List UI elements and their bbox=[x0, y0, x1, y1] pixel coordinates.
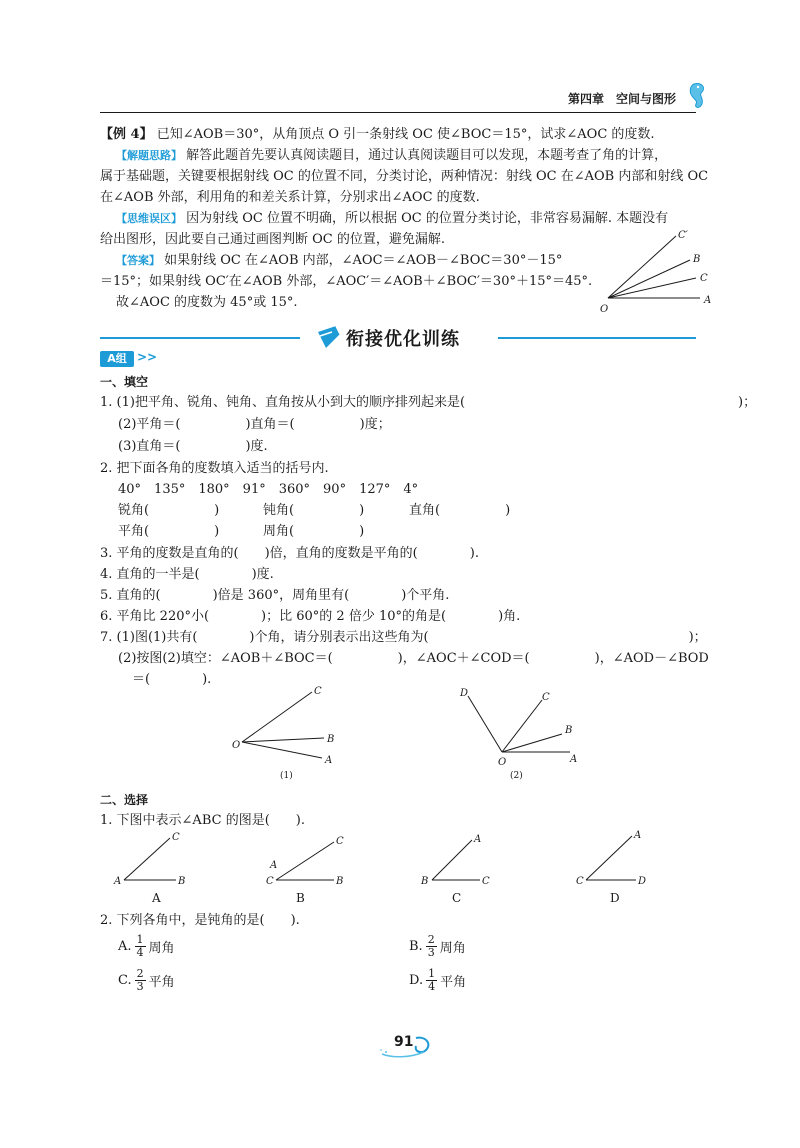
example-question-text: 已知∠AOB＝30°，从角顶点 O 引一条射线 OC 使∠BOC＝15°，试求∠AOC 的度数. bbox=[156, 127, 655, 142]
fig1-ray-oc bbox=[242, 692, 312, 742]
optC-numerator: 2 bbox=[136, 967, 144, 980]
mistake-text-1: 因为射线 OC 位置不明确，所以根据 OC 的位置分类讨论，非常容易漏解. 本题没有 bbox=[186, 211, 669, 226]
optD-label-a: A bbox=[634, 830, 642, 841]
optC-letter: C. bbox=[118, 973, 132, 988]
fig2-label-a: A bbox=[570, 754, 578, 765]
fig2-label-d: D bbox=[460, 688, 469, 699]
fig2-ray-ob bbox=[502, 734, 562, 752]
optC-text: 平角 bbox=[148, 975, 175, 990]
optD-letter: D. bbox=[409, 973, 424, 988]
answer-line-2: ＝15°；如果射线 OC′在∠AOB 外部，∠AOC′＝∠AOB＋∠BOC′＝30°＋15°＝45°. bbox=[100, 274, 593, 289]
optA-caption: A bbox=[152, 891, 161, 905]
fill-q5: 5. 直角的( )倍是 360°，周角里有( )个平角. bbox=[100, 588, 450, 603]
fill-q7-line-2: (2)按图(2)填空：∠AOB＋∠BOC＝( )，∠AOC＋∠COD＝( )，∠AOD－∠BOD bbox=[118, 651, 709, 666]
optA-ray-ba bbox=[124, 838, 170, 880]
label-o: O bbox=[600, 304, 609, 315]
fill-q1-line-1: 1. (1)把平角、锐角、钝角、直角按从小到大的顺序排列起来是( )； bbox=[100, 395, 757, 410]
label-b: B bbox=[693, 254, 701, 265]
fig2-label-b: B bbox=[565, 725, 573, 736]
label-c-prime: C′ bbox=[678, 230, 688, 241]
optA-denominator: 4 bbox=[136, 946, 144, 959]
optB-fraction bbox=[426, 934, 437, 959]
approach-line-2: 属于基础题，关键要根据射线 OC 的位置不同，分类讨论，两种情况：射线 OC 在∠AOB 内部和射线 OC bbox=[100, 169, 709, 184]
optD-ray-ca bbox=[586, 836, 632, 880]
example-label: 【例 4】 bbox=[100, 127, 153, 142]
figure-2 bbox=[452, 684, 582, 782]
fig2-label-o: O bbox=[498, 757, 507, 768]
page-number: 91 bbox=[394, 1034, 414, 1050]
choice-q2-option-a[interactable] bbox=[118, 934, 175, 959]
optD-fraction bbox=[426, 968, 437, 993]
choice-q1: 1. 下图中表示∠ABC 的图是( ). bbox=[100, 813, 305, 828]
optA-label-a: A bbox=[114, 876, 122, 887]
mistake-line-1 bbox=[116, 208, 668, 229]
optC-label-b: B bbox=[421, 876, 429, 887]
optD-label-c: C bbox=[576, 876, 584, 887]
choice-q2-option-d[interactable] bbox=[409, 968, 466, 993]
fill-q2-full: 周角( ) bbox=[263, 524, 365, 539]
optD-numerator: 1 bbox=[428, 967, 436, 980]
optB-label-c: C bbox=[266, 876, 274, 887]
choice-q1-figures bbox=[110, 828, 670, 908]
fig1-label-b: B bbox=[327, 734, 335, 745]
answer-tag: 【答案】 bbox=[116, 254, 160, 267]
seahorse-icon bbox=[684, 80, 712, 112]
fig2-label-c: C bbox=[542, 692, 550, 703]
fill-q2-right: 直角( ) bbox=[409, 503, 511, 518]
answer-line-3: 故∠AOC 的度数为 45°或 15°. bbox=[116, 295, 298, 310]
fig1-ray-oa bbox=[242, 742, 322, 758]
choice-heading: 二、选择 bbox=[100, 793, 149, 807]
optB-ray-ca bbox=[276, 842, 334, 880]
optB-caption: B bbox=[296, 891, 305, 905]
fill-q2: 2. 把下面各角的度数填入适当的括号内. bbox=[100, 461, 329, 476]
fig2-ray-oc bbox=[502, 700, 542, 752]
fill-q1-line-2: (2)平角＝( )直角＝( )度； bbox=[118, 417, 391, 432]
answer-text-1: 如果射线 OC 在∠AOB 内部，∠AOC＝∠AOB－∠BOC＝30°－15° bbox=[164, 253, 563, 268]
approach-tag: 【解题思路】 bbox=[116, 149, 182, 162]
double-chevron-icon: >> bbox=[137, 350, 158, 364]
fig1-label-c: C bbox=[314, 686, 322, 697]
optB-letter: B. bbox=[409, 939, 423, 954]
chapter-title: 第四章 空间与图形 bbox=[568, 92, 677, 106]
choice-q2-option-b[interactable] bbox=[409, 934, 466, 959]
example-question bbox=[100, 124, 655, 145]
choice-q2: 2. 下列各角中，是钝角的是( ). bbox=[100, 913, 300, 928]
fill-q2-obtuse: 钝角( ) bbox=[263, 503, 365, 518]
fig1-label-a: A bbox=[325, 755, 333, 766]
fig1-caption: (1) bbox=[280, 771, 293, 781]
optA-label-c: C bbox=[172, 832, 180, 843]
fill-heading: 一、填空 bbox=[100, 375, 149, 389]
optC-fraction bbox=[135, 968, 146, 993]
optC-label-a: A bbox=[474, 834, 482, 845]
optB-denominator: 3 bbox=[427, 946, 435, 959]
ray-oc bbox=[608, 278, 696, 298]
approach-line-3: 在∠AOB 外部，利用角的和差关系计算，分别求出∠AOC 的度数. bbox=[100, 190, 480, 205]
fill-q2-values: 40° 135° 180° 91° 360° 90° 127° 4° bbox=[118, 482, 419, 497]
fill-q3: 3. 平角的度数是直角的( )倍，直角的度数是平角的( ). bbox=[100, 546, 479, 561]
mistake-line-2: 给出图形，因此要自己通过画图判断 OC 的位置，避免漏解. bbox=[100, 232, 446, 247]
header-rule bbox=[100, 112, 696, 113]
label-c: C bbox=[700, 273, 708, 284]
answer-line-1 bbox=[116, 250, 562, 271]
fig1-ray-ob bbox=[242, 738, 324, 742]
example-angle-figure bbox=[596, 226, 716, 318]
section-title: 衔接优化训练 bbox=[346, 329, 460, 350]
optB-label-b: B bbox=[336, 876, 344, 887]
optA-fraction bbox=[135, 934, 146, 959]
figure-1 bbox=[228, 684, 348, 782]
choice-q2-option-c[interactable] bbox=[118, 968, 175, 993]
optD-text: 平角 bbox=[440, 975, 467, 990]
optD-label-d: D bbox=[638, 876, 647, 887]
optB-text: 周角 bbox=[439, 941, 466, 956]
fill-q7-line-3: ＝( ). bbox=[132, 672, 212, 687]
optA-text: 周角 bbox=[148, 941, 175, 956]
mistake-tag: 【思维误区】 bbox=[116, 212, 182, 225]
optB-numerator: 2 bbox=[427, 933, 435, 946]
optD-denominator: 4 bbox=[428, 980, 436, 993]
pencil-icon bbox=[314, 322, 344, 352]
fig2-ray-od bbox=[468, 696, 502, 752]
optC-ray-ba bbox=[432, 840, 472, 880]
section-rule-left bbox=[100, 337, 300, 339]
optB-label-a: A bbox=[270, 860, 278, 871]
optC-denominator: 3 bbox=[136, 980, 144, 993]
fill-q2-acute: 锐角( ) bbox=[118, 503, 220, 518]
fig2-caption: (2) bbox=[510, 771, 523, 781]
ray-oc-prime bbox=[608, 236, 676, 298]
optC-label-c: C bbox=[482, 876, 490, 887]
group-badge bbox=[100, 351, 134, 367]
optA-letter: A. bbox=[118, 939, 132, 954]
approach-line-1 bbox=[116, 145, 667, 166]
section-rule-right bbox=[498, 337, 696, 339]
fill-q6: 6. 平角比 220°小( )；比 60°的 2 倍少 10°的角是( )角. bbox=[100, 609, 521, 624]
group-badge-label: A组 bbox=[107, 352, 127, 365]
optD-caption: D bbox=[610, 891, 620, 905]
optA-label-b: B bbox=[178, 876, 186, 887]
fill-q1-line-3: (3)直角＝( )度. bbox=[118, 439, 268, 454]
fill-q4: 4. 直角的一半是( )度. bbox=[100, 567, 274, 582]
optC-caption: C bbox=[452, 891, 462, 905]
ray-ob bbox=[608, 260, 690, 298]
optA-numerator: 1 bbox=[136, 933, 144, 946]
label-a: A bbox=[704, 295, 712, 306]
optB-label-c-top: C bbox=[336, 836, 344, 847]
fig1-label-o: O bbox=[232, 740, 241, 751]
fill-q2-straight: 平角( ) bbox=[118, 524, 220, 539]
approach-text-1: 解答此题首先要认真阅读题目，通过认真阅读题目可以发现，本题考查了角的计算， bbox=[186, 148, 668, 163]
fill-q7-line-1: 7. (1)图(1)共有( )个角，请分别表示出这些角为( )； bbox=[100, 630, 707, 645]
